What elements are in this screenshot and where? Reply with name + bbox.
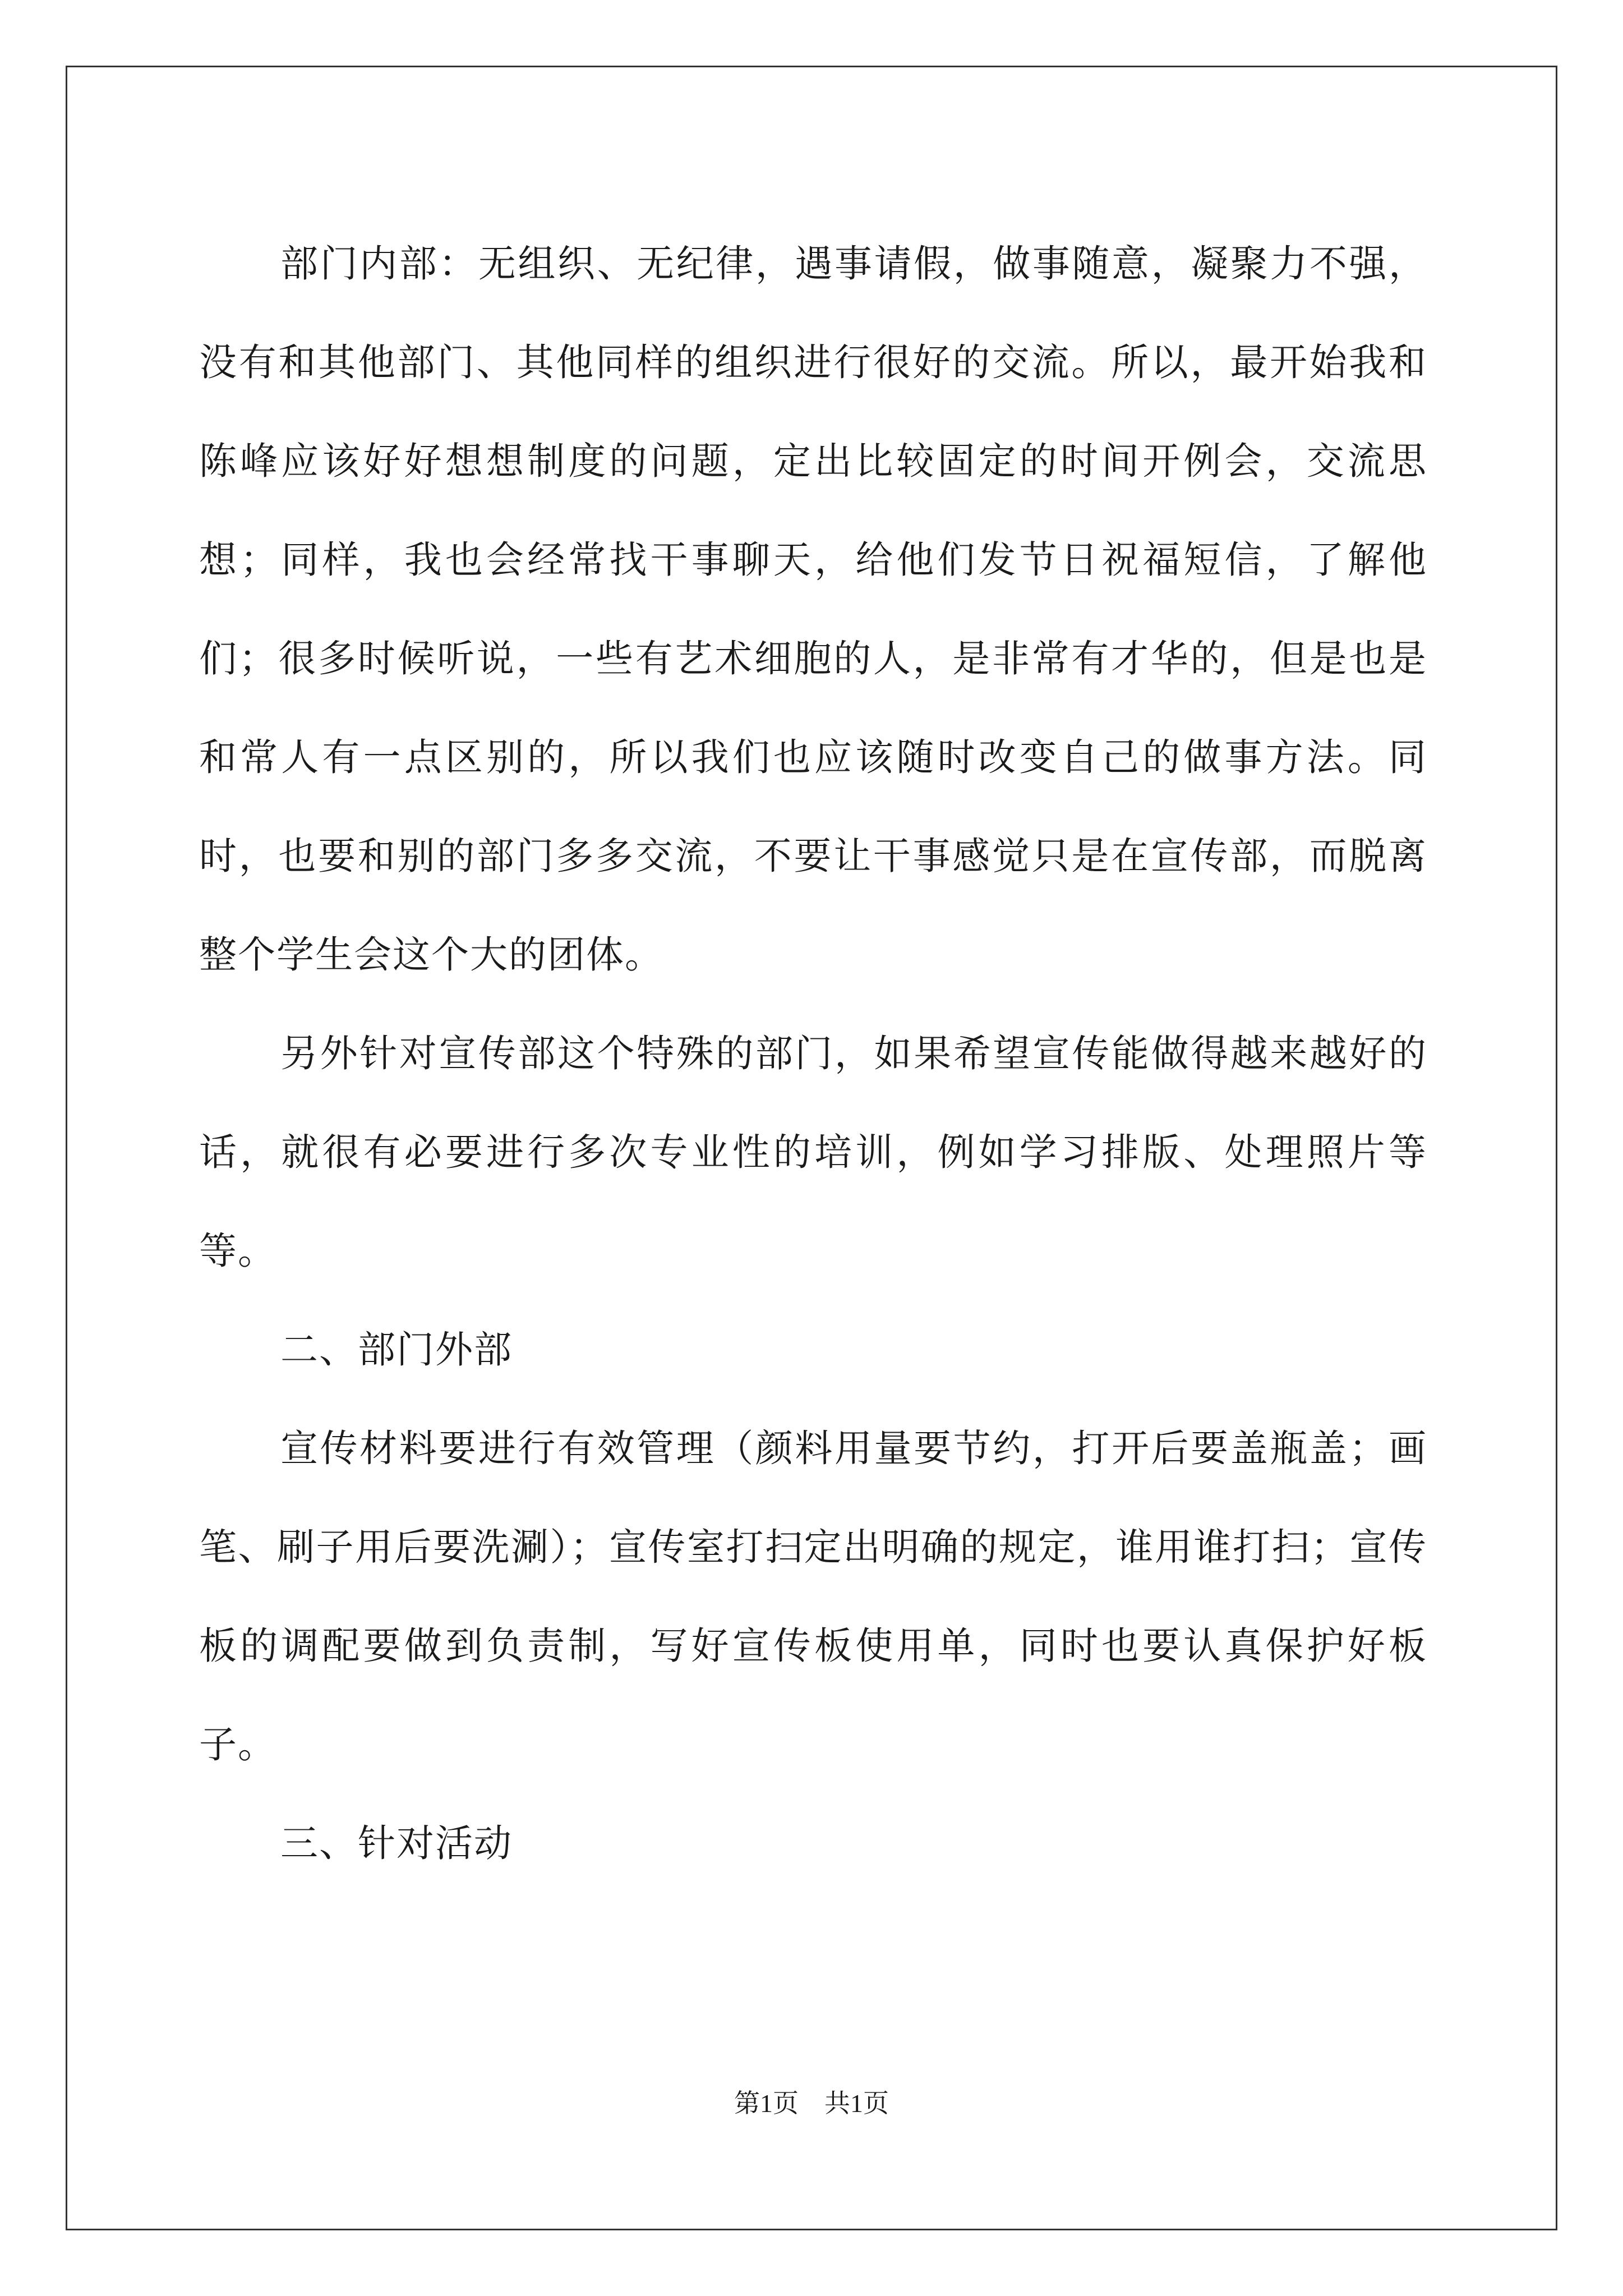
page-footer bbox=[0, 2087, 1623, 2120]
document-body bbox=[199, 214, 1427, 1893]
page-number-current: 第1页 bbox=[734, 2089, 799, 2118]
section-heading-external: 二、部门外部 bbox=[280, 1328, 513, 1372]
page-number-total: 共1页 bbox=[824, 2089, 889, 2118]
section-heading-activities: 三、针对活动 bbox=[280, 1821, 513, 1865]
paragraph-materials: 宣传材料要进行有效管理（颜料用量要节约，打开后要盖瓶盖；画笔、刷子用后要洗涮）；宣传室打扫定出明确的规定，谁用谁打扫；宣传板的调配要做到负责制，写好宣传板使用单，同时也要认真保护好板子。 bbox=[199, 1427, 1427, 1766]
paragraph-internal: 部门内部：无组织、无纪律，遇事请假，做事随意，凝聚力不强，没有和其他部门、其他同样的组织进行很好的交流。所以，最开始我和陈峰应该好好想想制度的问题，定出比较固定的时间开例会，交流思想；同样，我也会经常找干事聊天，给他们发节日祝福短信，了解他们；很多时候听说，一些有艺术细胞的人，是非常有才华的，但是也是和常人有一点区别的，所以我们也应该随时改变自己的做事方法。同时，也要和别的部门多多交流，不要让干事感觉只是在宣传部，而脱离整个学生会这个大的团体。 bbox=[199, 242, 1427, 977]
paragraph-training: 另外针对宣传部这个特殊的部门，如果希望宣传能做得越来越好的话，就很有必要进行多次专业性的培训，例如学习排版、处理照片等等。 bbox=[199, 1032, 1427, 1273]
